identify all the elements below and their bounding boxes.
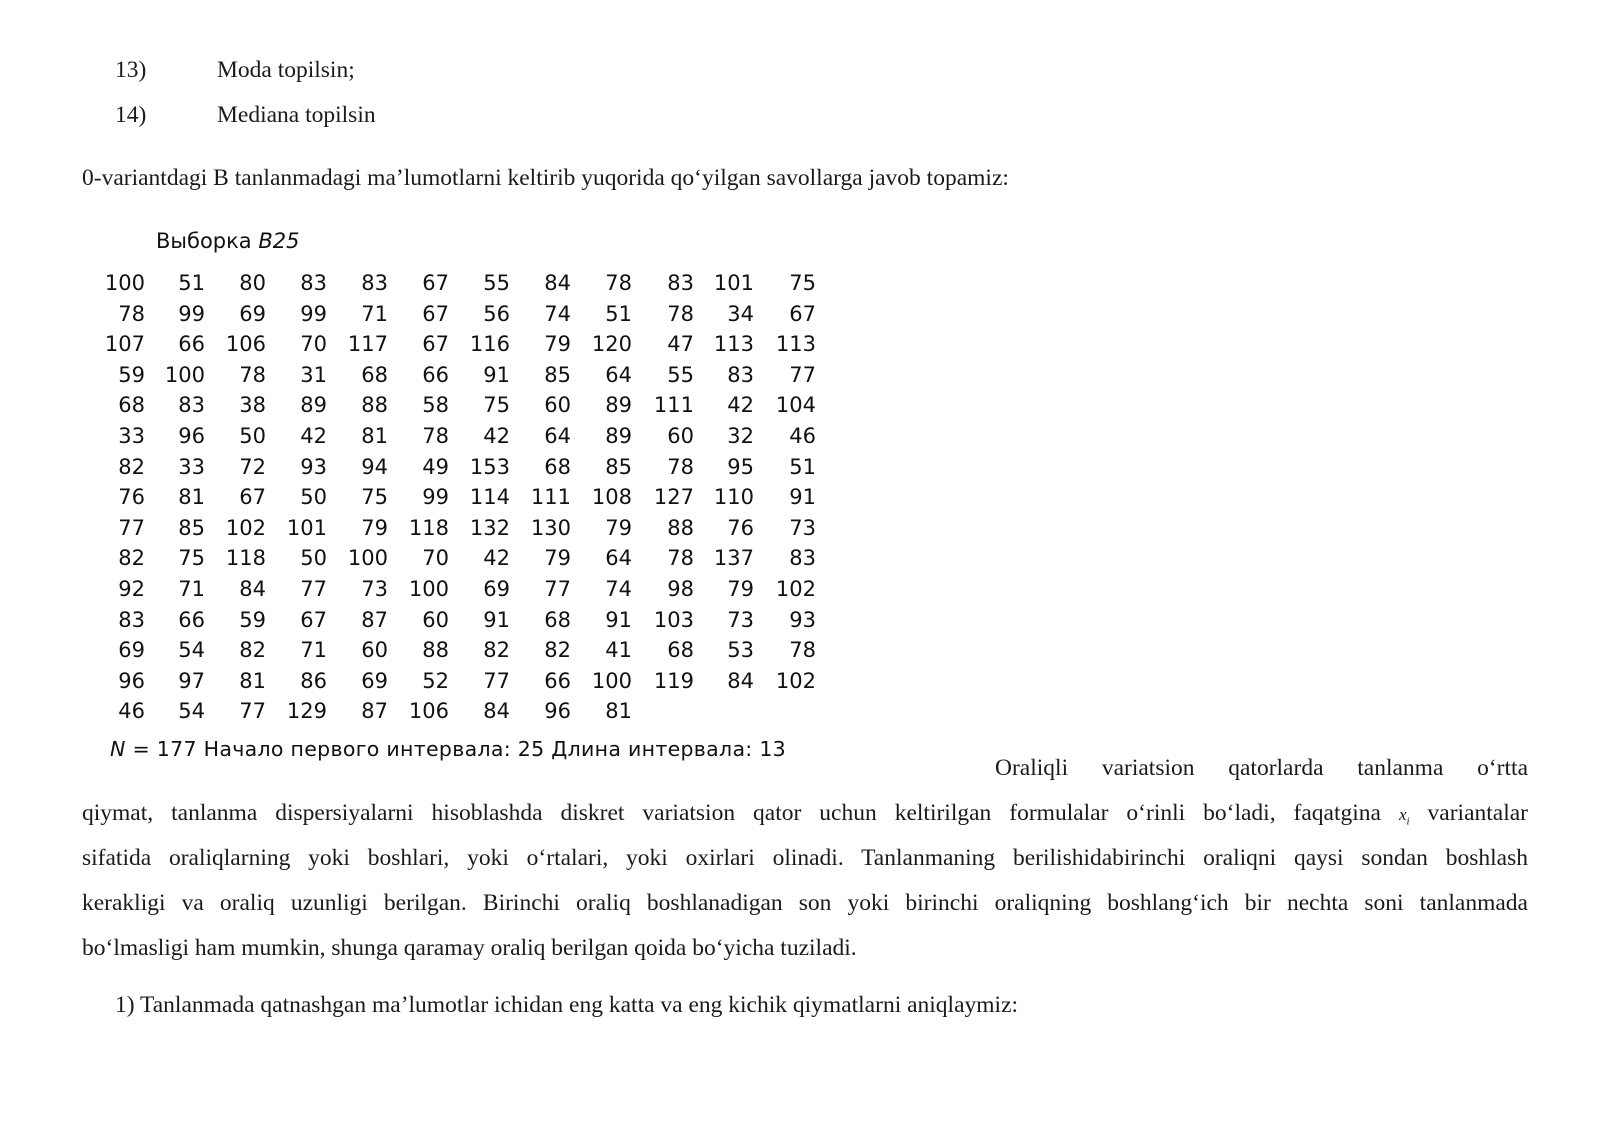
sample-cell: 69 — [361, 668, 388, 693]
sample-cell: 52 — [422, 668, 449, 693]
sample-cell: 81 — [605, 699, 632, 724]
sample-cell: 50 — [300, 546, 327, 571]
sample-cell: 55 — [667, 362, 694, 387]
sample-cell: 77 — [789, 362, 816, 387]
sample-cell: 67 — [422, 301, 449, 326]
sample-cell: 68 — [118, 393, 145, 418]
sample-cell: 100 — [347, 546, 388, 571]
list-number-14: 14) — [115, 102, 147, 128]
sample-cell: 93 — [300, 454, 327, 479]
paragraph-line-2-after: variantalar — [1427, 800, 1529, 826]
sample-cell: 51 — [178, 271, 205, 295]
sample-cell: 91 — [789, 485, 816, 510]
sample-cell: 77 — [544, 577, 571, 601]
sample-cell: 101 — [286, 515, 327, 540]
sample-cell: 78 — [605, 271, 632, 295]
sample-cell: 93 — [789, 607, 816, 632]
sample-cell: 68 — [361, 362, 388, 387]
sample-cell: 73 — [361, 577, 388, 601]
sample-cell: 68 — [667, 638, 694, 663]
sample-cell: 67 — [300, 607, 327, 632]
sample-cell: 75 — [483, 393, 510, 418]
sample-cell: 91 — [483, 607, 510, 632]
step-1-text: 1) Tanlanmada qatnashgan ma’lumotlar ichidan eng katta va eng kichik qiymatlarni aniqlaymiz: — [115, 992, 1019, 1018]
sample-cell: 127 — [653, 485, 694, 510]
sample-cell: 50 — [300, 485, 327, 510]
sample-cell: 78 — [667, 546, 694, 571]
sample-cell: 81 — [239, 668, 266, 693]
sample-cell: 83 — [178, 393, 205, 418]
sample-cell: 67 — [239, 485, 266, 510]
sample-cell: 73 — [789, 515, 816, 540]
sample-cell: 64 — [605, 546, 632, 571]
sample-cell: 96 — [118, 668, 145, 693]
sample-cell: 100 — [164, 362, 205, 387]
sample-cell: 78 — [789, 638, 816, 663]
sample-cell: 59 — [239, 607, 266, 632]
sample-cell: 46 — [118, 699, 145, 724]
sample-cell: 84 — [727, 668, 754, 693]
sample-cell: 107 — [104, 332, 145, 357]
sample-cell: 88 — [667, 515, 694, 540]
sample-cell: 67 — [422, 332, 449, 357]
sample-cell: 83 — [789, 546, 816, 571]
sample-title-code: B25 — [258, 229, 300, 253]
sample-cell: 76 — [118, 485, 145, 510]
sample-cell: 99 — [422, 485, 449, 510]
x-sub-i-symbol: $x_i$ — [1398, 805, 1410, 828]
sample-cell: 60 — [667, 424, 694, 448]
sample-cell: 71 — [178, 577, 205, 601]
sample-cell: 53 — [727, 638, 754, 663]
sample-cell: 42 — [300, 424, 327, 448]
sample-cell: 102 — [775, 668, 816, 693]
n-value: = 177 — [132, 737, 197, 761]
sample-cell: 83 — [667, 271, 694, 295]
sample-cell: 56 — [483, 301, 510, 326]
sample-cell: 42 — [483, 546, 510, 571]
sample-cell: 82 — [483, 638, 510, 663]
sample-cell: 137 — [713, 546, 754, 571]
sample-cell: 106 — [408, 699, 449, 724]
sample-cell: 59 — [118, 362, 145, 387]
sample-cell: 87 — [361, 607, 388, 632]
sample-cell: 85 — [178, 515, 205, 540]
sample-cell: 83 — [300, 271, 327, 295]
sample-cell: 33 — [178, 454, 205, 479]
sample-cell: 84 — [483, 699, 510, 724]
interval-length-value: 13 — [759, 737, 787, 761]
sample-cell: 41 — [605, 638, 632, 663]
interval-length-label: Длина интервала: — [551, 737, 753, 761]
interval-start-value: 25 — [517, 737, 545, 761]
sample-cell: 103 — [653, 607, 694, 632]
sample-cell: 95 — [727, 454, 754, 479]
sample-cell: 58 — [422, 393, 449, 418]
sample-cell: 69 — [118, 638, 145, 663]
list-number-13: 13) — [115, 57, 147, 83]
sample-cell: 42 — [727, 393, 754, 418]
sample-cell: 47 — [667, 332, 694, 357]
sample-cell: 51 — [605, 301, 632, 326]
sample-cell: 82 — [239, 638, 266, 663]
sample-cell: 74 — [605, 577, 632, 601]
sample-cell: 79 — [727, 577, 754, 601]
sample-cell: 83 — [118, 607, 145, 632]
paragraph-line-4: kerakligi va oraliq uzunligi berilgan. Birinchi oraliq boshlanadigan son yoki birinchi oraliqning boshlang‘ich bir nechta soni tanlanmada — [82, 890, 1528, 916]
sample-cell: 84 — [544, 271, 571, 295]
sample-cell: 72 — [239, 454, 266, 479]
sample-cell: 130 — [530, 515, 571, 540]
sample-cell: 77 — [300, 577, 327, 601]
sample-cell: 99 — [300, 301, 327, 326]
sample-cell: 68 — [544, 607, 571, 632]
sample-cell: 79 — [544, 332, 571, 357]
sample-cell: 117 — [347, 332, 388, 357]
sample-cell: 79 — [361, 515, 388, 540]
sample-cell: 85 — [544, 362, 571, 387]
sample-cell: 85 — [605, 454, 632, 479]
sample-cell: 86 — [300, 668, 327, 693]
sample-cell: 66 — [178, 332, 205, 357]
sample-footer — [110, 737, 786, 761]
sample-cell: 102 — [775, 577, 816, 601]
sample-cell: 31 — [300, 362, 327, 387]
list-item-mediana: Mediana topilsin — [217, 102, 376, 128]
sample-cell: 108 — [591, 485, 632, 510]
sample-cell: 71 — [361, 301, 388, 326]
sample-cell: 82 — [118, 546, 145, 571]
sample-cell: 75 — [789, 271, 816, 295]
sample-cell: 79 — [544, 546, 571, 571]
sample-cell: 89 — [300, 393, 327, 418]
sample-cell: 70 — [300, 332, 327, 357]
sample-cell: 81 — [178, 485, 205, 510]
sample-cell: 76 — [727, 515, 754, 540]
sample-cell: 50 — [239, 424, 266, 448]
sample-cell: 70 — [422, 546, 449, 571]
sample-cell: 78 — [422, 424, 449, 448]
sample-cell: 88 — [422, 638, 449, 663]
sample-cell: 64 — [605, 362, 632, 387]
sample-cell: 75 — [361, 485, 388, 510]
sample-cell: 38 — [239, 393, 266, 418]
sample-cell: 73 — [727, 607, 754, 632]
sample-cell: 96 — [178, 424, 205, 448]
sample-cell: 106 — [225, 332, 266, 357]
sample-cell: 99 — [178, 301, 205, 326]
sample-cell: 79 — [605, 515, 632, 540]
sample-cell: 92 — [118, 577, 145, 601]
sample-cell: 46 — [789, 424, 816, 448]
sample-cell: 96 — [544, 699, 571, 724]
sample-cell: 94 — [361, 454, 388, 479]
sample-cell: 66 — [422, 362, 449, 387]
sample-cell: 67 — [789, 301, 816, 326]
sample-cell: 110 — [713, 485, 754, 510]
sample-cell: 77 — [239, 699, 266, 724]
sample-cell: 68 — [544, 454, 571, 479]
sample-table-image — [100, 225, 860, 785]
sample-cell: 60 — [361, 638, 388, 663]
sample-cell: 51 — [789, 454, 816, 479]
sample-cell: 78 — [667, 454, 694, 479]
sample-cell: 78 — [667, 301, 694, 326]
sample-cell: 89 — [605, 424, 632, 448]
sample-cell: 42 — [483, 424, 510, 448]
sample-cell: 132 — [469, 515, 510, 540]
sample-cell: 34 — [727, 301, 754, 326]
sample-cell: 75 — [178, 546, 205, 571]
paragraph-line-1: Oraliqli variatsion qatorlarda tanlanma o‘rtta — [995, 755, 1528, 781]
sample-cell: 104 — [775, 393, 816, 418]
sample-cell: 100 — [408, 577, 449, 601]
sample-cell: 113 — [775, 332, 816, 357]
paragraph-line-5: bo‘lmasligi ham mumkin, shunga qaramay oraliq berilgan qoida bo‘yicha tuziladi. — [82, 935, 857, 961]
sample-cell: 87 — [361, 699, 388, 724]
n-label: N — [110, 737, 126, 761]
sample-cell: 77 — [483, 668, 510, 693]
sample-cell: 111 — [653, 393, 694, 418]
sample-cell: 102 — [225, 515, 266, 540]
interval-start-label: Начало первого интервала: — [203, 737, 511, 761]
sample-cell: 153 — [469, 454, 510, 479]
sample-cell: 89 — [605, 393, 632, 418]
sample-cell: 82 — [118, 454, 145, 479]
sample-cell: 71 — [300, 638, 327, 663]
sample-cell: 98 — [667, 577, 694, 601]
sample-cell: 55 — [483, 271, 510, 295]
sample-cell: 100 — [104, 271, 145, 295]
sample-cell: 83 — [361, 271, 388, 295]
sample-cell: 118 — [225, 546, 266, 571]
sample-cell: 54 — [178, 699, 205, 724]
sample-cell: 81 — [361, 424, 388, 448]
sample-cell: 64 — [544, 424, 571, 448]
list-item-moda: Moda topilsin; — [217, 57, 355, 83]
sample-cell: 66 — [178, 607, 205, 632]
sample-cell: 49 — [422, 454, 449, 479]
sample-cell: 54 — [178, 638, 205, 663]
sample-cell: 97 — [178, 668, 205, 693]
sample-cell: 83 — [727, 362, 754, 387]
sample-cell: 66 — [544, 668, 571, 693]
sample-cell: 33 — [118, 424, 145, 448]
sample-cell: 113 — [713, 332, 754, 357]
sample-cell: 84 — [239, 577, 266, 601]
paragraph-line-3: sifatida oraliqlarning yoki boshlari, yoki o‘rtalari, yoki oxirlari olinadi. Tanlanmaning berilishidabirinchi oraliqni qaysi sondan boshlash — [82, 845, 1528, 871]
sample-cell: 118 — [408, 515, 449, 540]
sample-cell: 119 — [653, 668, 694, 693]
sample-cell: 60 — [544, 393, 571, 418]
sample-cell: 91 — [483, 362, 510, 387]
sample-cell: 74 — [544, 301, 571, 326]
intro-sentence: 0-variantdagi B tanlanmadagi ma’lumotlarni keltirib yuqorida qo‘yilgan savollarga javob topamiz: — [82, 165, 1009, 191]
sample-cell: 77 — [118, 515, 145, 540]
sample-cell: 67 — [422, 271, 449, 295]
sample-cell: 129 — [286, 699, 327, 724]
paragraph-line-2-before: qiymat, tanlanma dispersiyalarni hisoblashda diskret variatsion qator uchun keltirilgan formulalar o‘rinli bo‘ladi, faqatgina — [82, 800, 1381, 826]
sample-cell: 88 — [361, 393, 388, 418]
sample-cell: 101 — [713, 271, 754, 295]
sample-cell: 32 — [727, 424, 754, 448]
sample-cell: 82 — [544, 638, 571, 663]
sample-cell: 116 — [469, 332, 510, 357]
sample-cell: 78 — [118, 301, 145, 326]
sample-title-word: Выборка — [156, 229, 252, 253]
sample-cell: 100 — [591, 668, 632, 693]
sample-cell: 69 — [483, 577, 510, 601]
sample-cell: 120 — [591, 332, 632, 357]
sample-cell: 78 — [239, 362, 266, 387]
sample-title — [156, 229, 300, 253]
sample-cell: 80 — [239, 271, 266, 295]
sample-cell: 60 — [422, 607, 449, 632]
paragraph-line-2 — [82, 802, 1528, 827]
sample-cell: 69 — [239, 301, 266, 326]
sample-cell: 91 — [605, 607, 632, 632]
sample-cell: 111 — [530, 485, 571, 510]
sample-cell: 114 — [469, 485, 510, 510]
